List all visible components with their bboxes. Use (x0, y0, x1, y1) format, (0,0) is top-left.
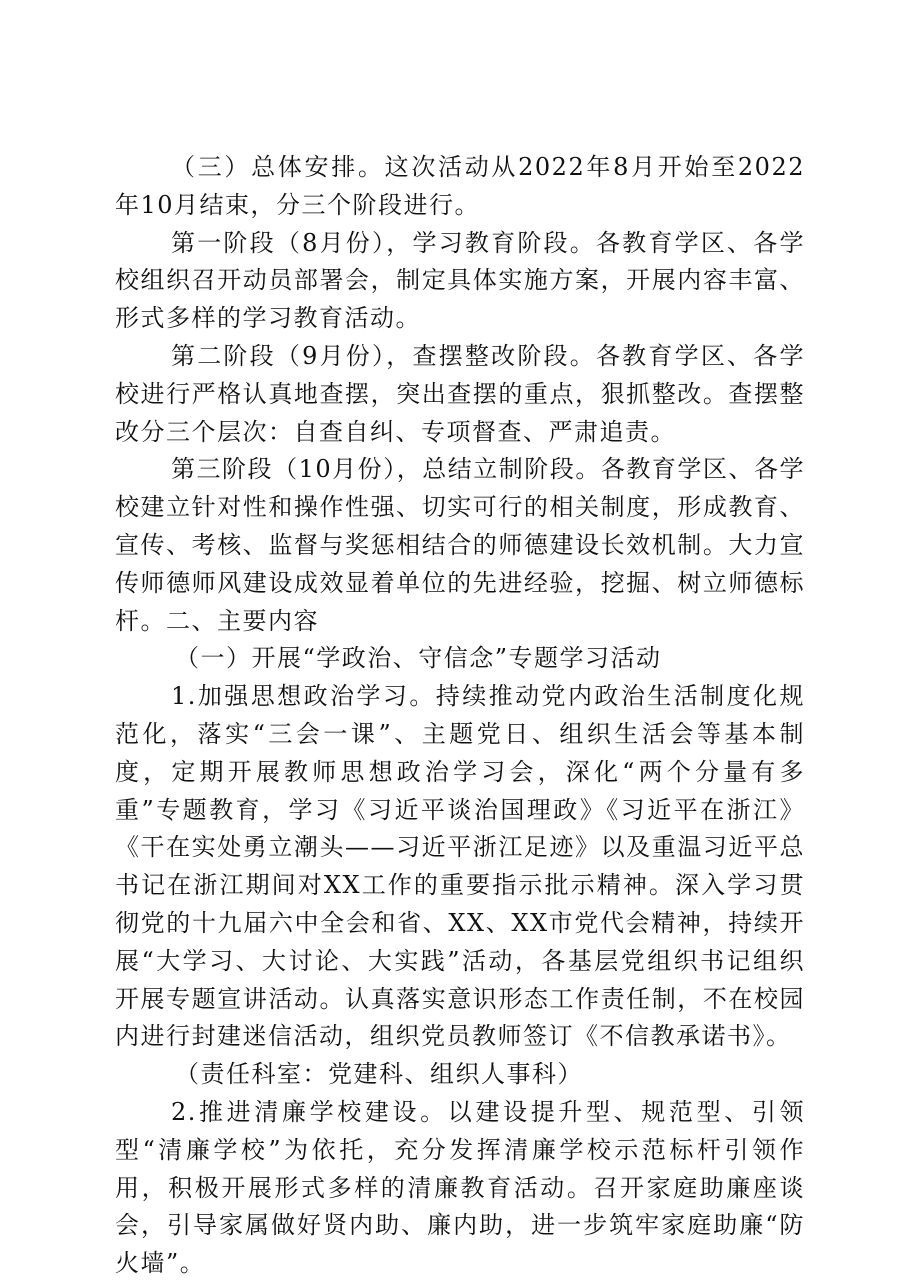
document-body (115, 149, 805, 1283)
paragraph-overall-arrangement: （三）总体安排。这次活动从2022年8月开始至2022年10月结束，分三个阶段进行。 (115, 153, 805, 219)
paragraph-stage-three: 第三阶段（10月份），总结立制阶段。各教育学区、各学校建立针对性和操作性强、切实可行的相关制度，形成教育、宣传、考核、监督与奖惩相结合的师德建设长效机制。大力宣传师德师风建设成效显着单位的先进经验，挖掘、树立师德标杆。二、主要内容 (115, 455, 805, 635)
section-heading-study-activity: （一）开展“学政治、守信念”专题学习活动 (175, 644, 662, 673)
paragraph-clean-school: 2.推进清廉学校建设。以建设提升型、规范型、引领型“清廉学校”为依托，充分发挥清廉学校示范标杆引领作用，积极开展形式多样的清廉教育活动。召开家庭助廉座谈会，引导家属做好贤内助、廉内助，进一步筑牢家庭助廉“防火墙”。 (115, 1097, 805, 1278)
responsible-departments: （责任科室：党建科、组织人事科） (175, 1060, 583, 1089)
paragraph-political-study: 1.加强思想政治学习。持续推动党内政治生活制度化规范化，落实“三会一课”、主题党日、组织生活会等基本制度，定期开展教师思想政治学习会，深化“两个分量有多重”专题教育，学习《习近平谈治国理政》《习近平在浙江》《干在实处勇立潮头——习近平浙江足迹》以及重温习近平总书记在浙江期间对XX工作的重要指示批示精神。深入学习贯彻党的十九届六中全会和省、XX、XX市党代会精神，持续开展“大学习、大讨论、大实践”活动，各基层党组织书记组织开展专题宣讲活动。认真落实意识形态工作责任制，不在校园内进行封建迷信活动，组织党员教师签订《不信教承诺书》。 (115, 682, 805, 1051)
paragraph-stage-one: 第一阶段（8月份），学习教育阶段。各教育学区、各学校组织召开动员部署会，制定具体实施方案，开展内容丰富、形式多样的学习教育活动。 (115, 228, 805, 333)
paragraph-stage-two: 第二阶段（9月份），查摆整改阶段。各教育学区、各学校进行严格认真地查摆，突出查摆的重点，狠抓整改。查摆整改分三个层次：自查自纠、专项督查、严肃追责。 (115, 341, 805, 446)
